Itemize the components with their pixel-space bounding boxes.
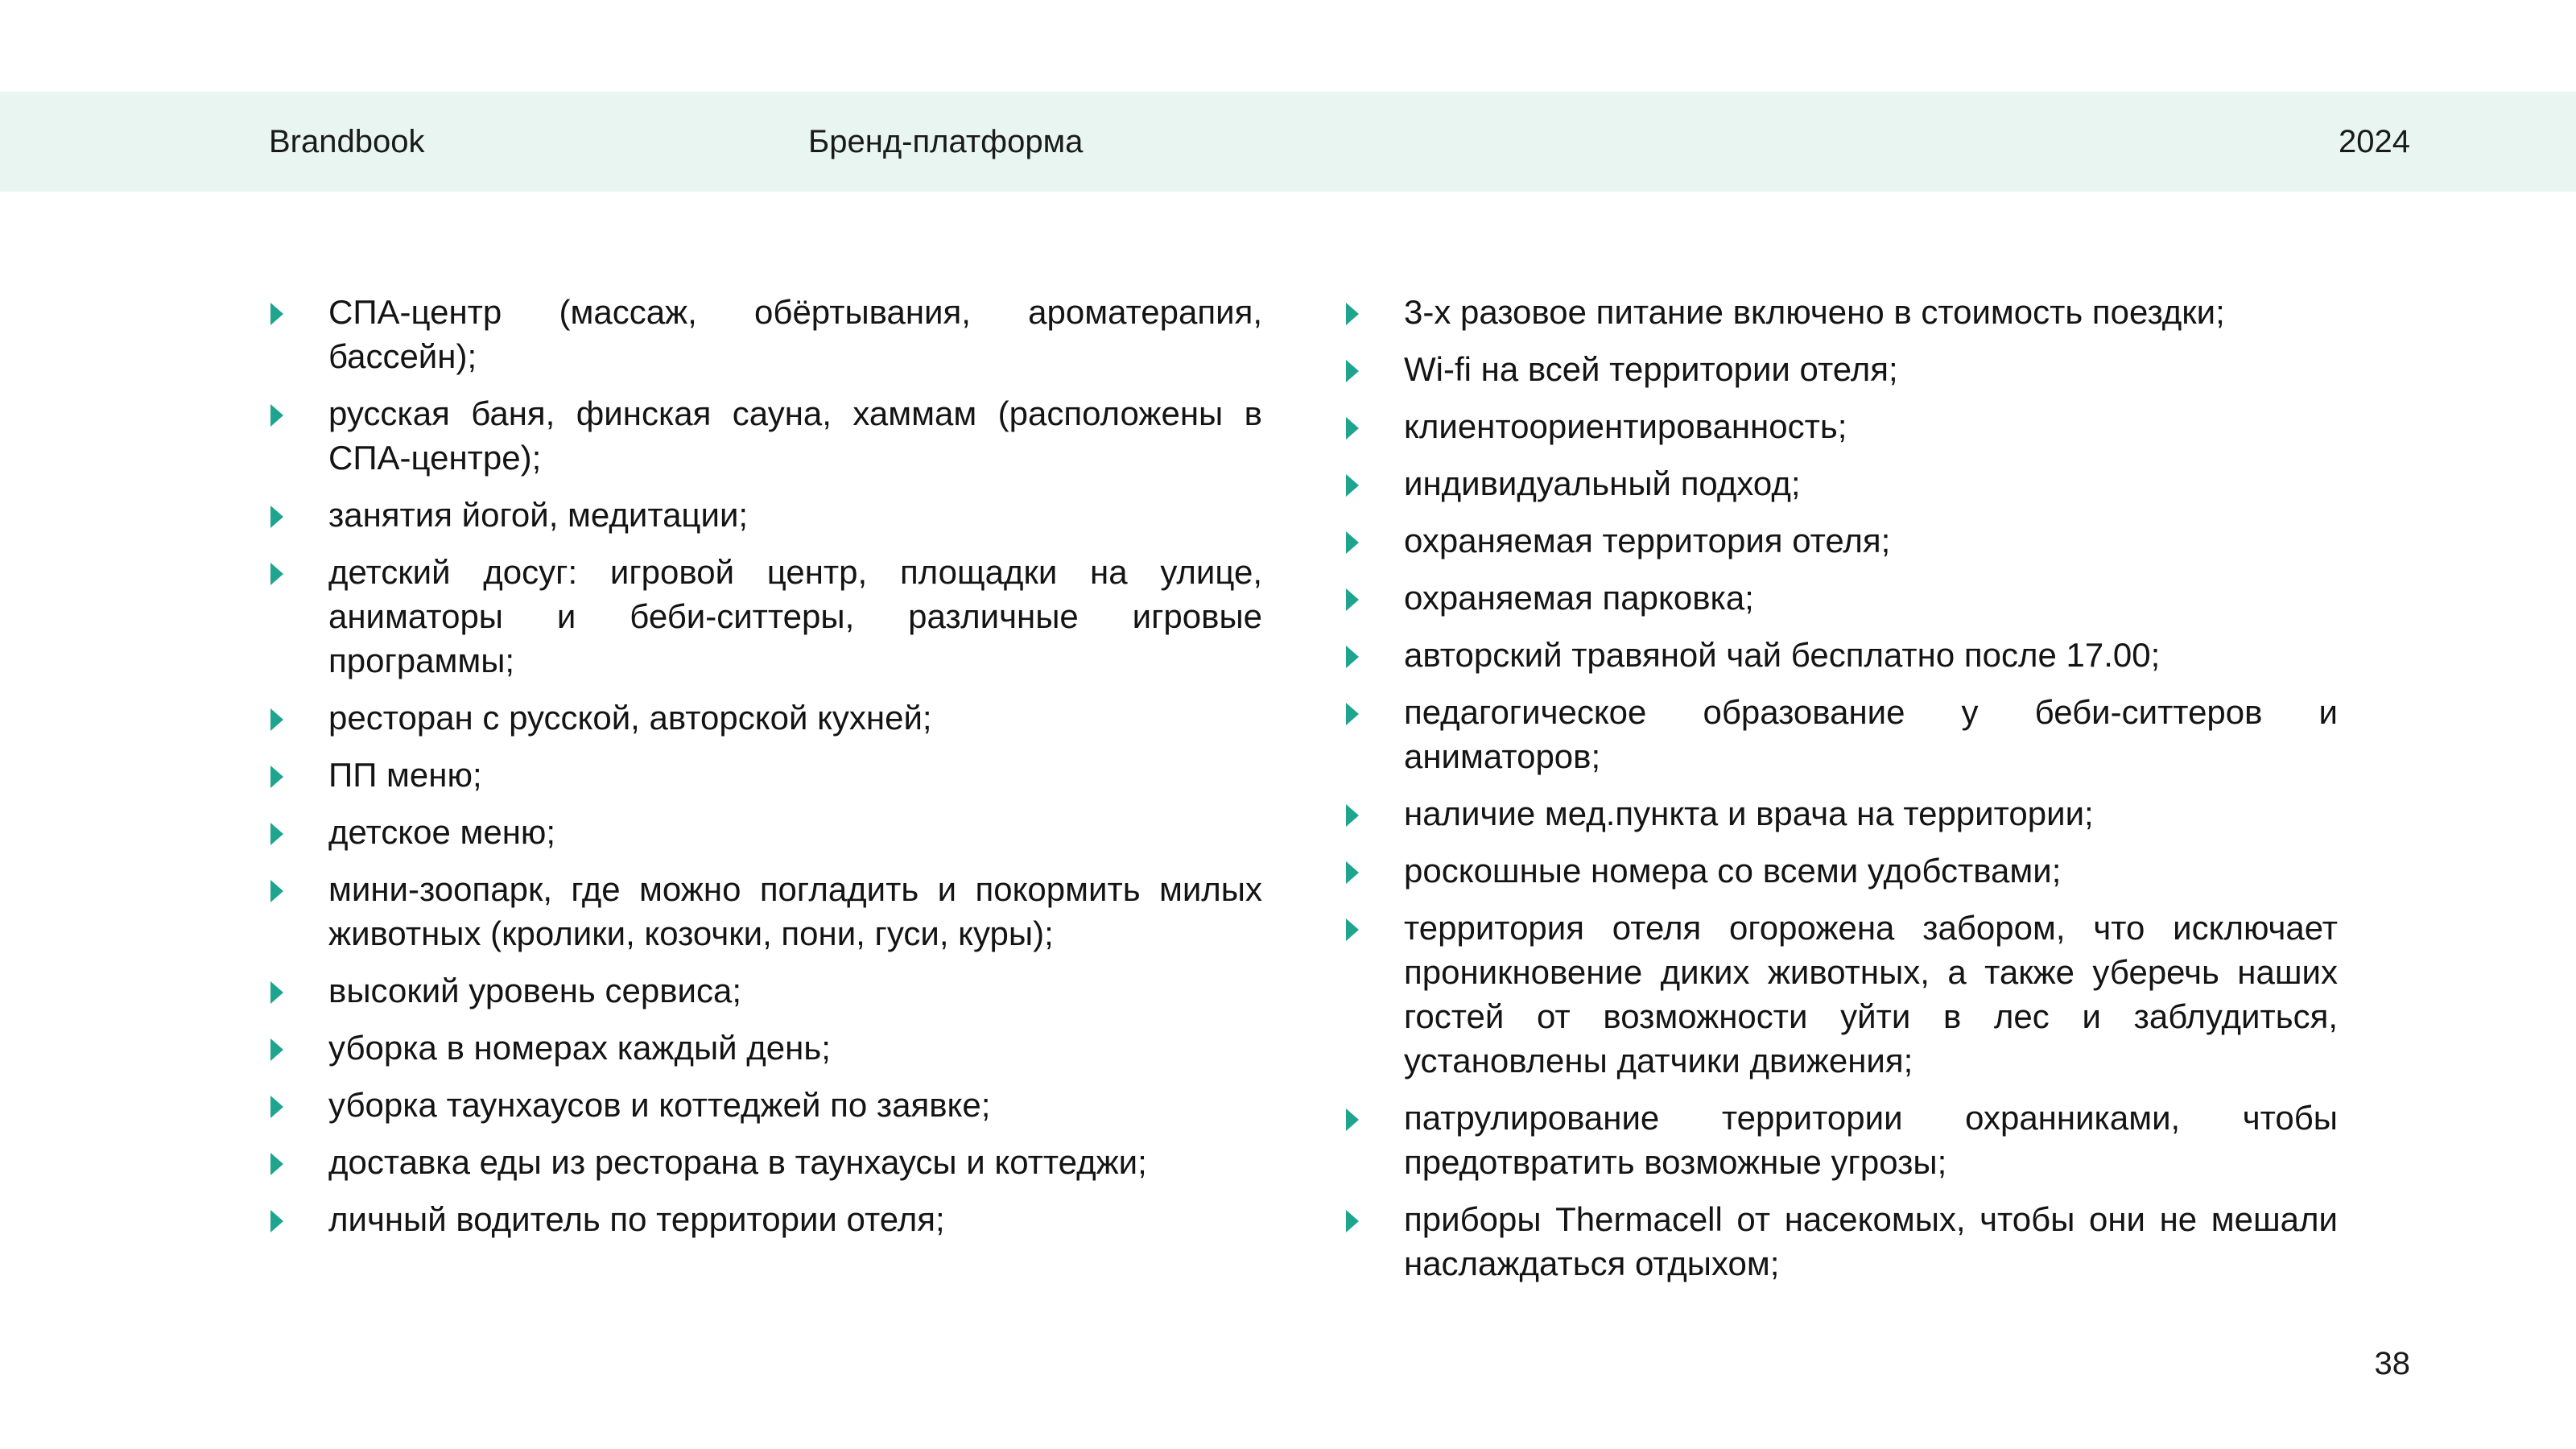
list-item-text: клиентоориентированность; [1404,407,1847,445]
list-item-text: русская баня, финская сауна, хаммам (расположены в СПА-центре); [328,394,1262,477]
triangle-bullet-icon [1346,588,1359,611]
header-band [0,92,2576,192]
triangle-bullet-icon [270,708,283,731]
triangle-bullet-icon [270,563,283,585]
list-item [269,1083,1262,1127]
list-item [269,1197,1262,1241]
year-label: 2024 [2339,124,2410,159]
list-item [269,867,1262,956]
triangle-bullet-icon [1346,531,1359,554]
list-item-text: ПП меню; [328,756,482,794]
triangle-bullet-icon [1346,804,1359,827]
right-feature-list [1344,290,2338,1298]
list-item [1344,347,2338,391]
list-item-text: территория отеля огорожена забором, что исключает проникновение диких животных, а также уберечь наших гостей от возможности уйти в лес и заблудиться, установлены датчики движения; [1404,909,2338,1080]
triangle-bullet-icon [270,1210,283,1232]
list-item-text: охраняемая парковка; [1404,579,1754,617]
brandbook-label: Brandbook [269,124,425,159]
list-item-text: наличие мед.пункта и врача на территории; [1404,795,2094,832]
triangle-bullet-icon [270,1038,283,1061]
list-item-text: патрулирование территории охранниками, чтобы предотвратить возможные угрозы; [1404,1099,2338,1181]
list-item-text: Wi-fi на всей территории отеля; [1404,350,1898,388]
list-item-text: СПА-центр (массаж, обёртывания, ароматерапия, бассейн); [328,293,1262,375]
list-item-text: высокий уровень сервиса; [328,972,742,1009]
triangle-bullet-icon [270,880,283,902]
triangle-bullet-icon [270,1096,283,1118]
list-item [1344,1096,2338,1184]
list-item [269,493,1262,537]
list-item [269,391,1262,480]
list-item [1344,906,2338,1083]
list-item [1344,461,2338,506]
list-item-text: доставка еды из ресторана в таунхаусы и коттеджи; [328,1143,1147,1181]
triangle-bullet-icon [1346,1210,1359,1232]
list-item [1344,791,2338,836]
list-item-text: охраняемая территория отеля; [1404,522,1891,559]
list-item-text: авторский травяной чай бесплатно после 17.00; [1404,636,2161,674]
triangle-bullet-icon [270,506,283,528]
page-number: 38 [2374,1346,2410,1381]
triangle-bullet-icon [1346,474,1359,497]
triangle-bullet-icon [1346,861,1359,884]
list-item [269,753,1262,797]
triangle-bullet-icon [270,981,283,1004]
list-item-text: уборка в номерах каждый день; [328,1029,831,1067]
list-item [1344,518,2338,563]
list-item-text: мини-зоопарк, где можно погладить и покормить милых животных (кролики, козочки, пони, гуси, куры); [328,870,1262,952]
triangle-bullet-icon [270,1153,283,1175]
section-title: Бренд-платформа [808,124,1084,159]
list-item [1344,690,2338,778]
list-item [269,550,1262,683]
list-item [1344,576,2338,620]
list-item-text: детский досуг: игровой центр, площадки на улице, аниматоры и беби-ситтеры, различные игровые программы; [328,553,1262,679]
triangle-bullet-icon [1346,646,1359,668]
list-item [269,696,1262,740]
list-item [1344,290,2338,334]
triangle-bullet-icon [1346,703,1359,725]
triangle-bullet-icon [1346,417,1359,440]
list-item [1344,404,2338,448]
triangle-bullet-icon [1346,360,1359,382]
list-item-text: роскошные номера со всеми удобствами; [1404,852,2062,890]
list-item-text: уборка таунхаусов и коттеджей по заявке; [328,1086,991,1124]
list-item [1344,1197,2338,1286]
list-item-text: детское меню; [328,813,556,851]
triangle-bullet-icon [270,404,283,427]
list-item-text: занятия йогой, медитации; [328,496,749,534]
list-item-text: ресторан с русской, авторской кухней; [328,699,932,737]
triangle-bullet-icon [270,766,283,788]
triangle-bullet-icon [270,823,283,845]
list-item-text: индивидуальный подход; [1404,464,1801,502]
list-item-text: приборы Thermacell от насекомых, чтобы они не мешали наслаждаться отдыхом; [1404,1200,2338,1282]
triangle-bullet-icon [1346,1108,1359,1131]
triangle-bullet-icon [1346,919,1359,941]
triangle-bullet-icon [270,303,283,325]
list-item [269,290,1262,378]
list-item [269,810,1262,854]
list-item [1344,633,2338,677]
list-item [269,1026,1262,1070]
list-item [1344,848,2338,893]
triangle-bullet-icon [1346,303,1359,325]
list-item-text: 3-х разовое питание включено в стоимость поездки; [1404,293,2225,331]
list-item [269,1140,1262,1184]
list-item-text: педагогическое образование у беби-ситтеров и аниматоров; [1404,693,2338,775]
left-feature-list [269,290,1262,1254]
list-item [269,968,1262,1013]
list-item-text: личный водитель по территории отеля; [328,1200,945,1238]
